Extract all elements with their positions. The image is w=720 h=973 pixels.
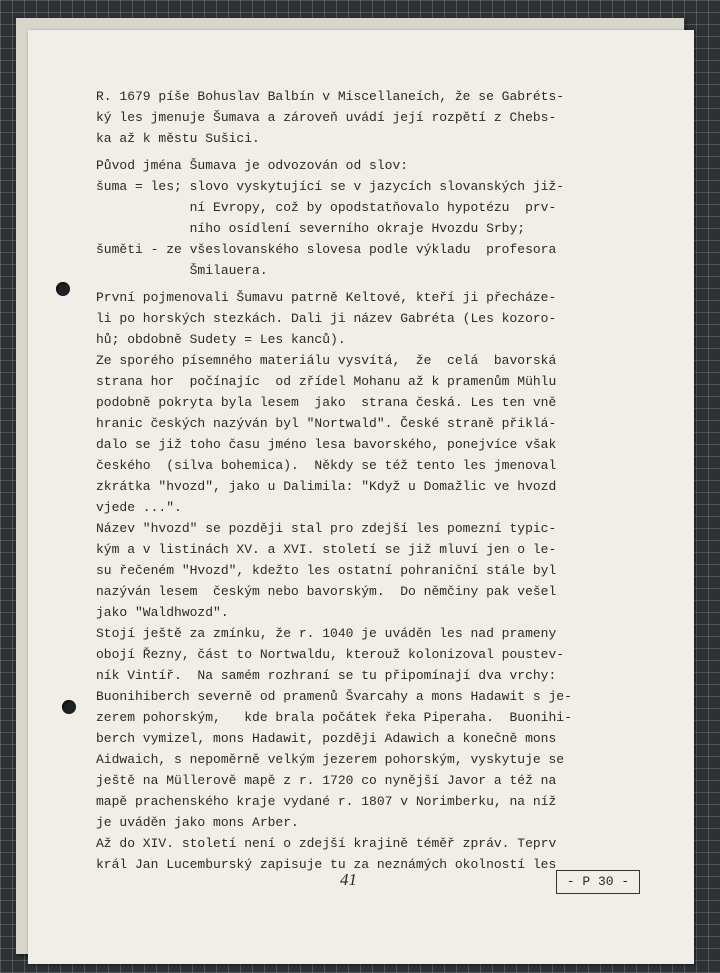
text-line: Šmilauera. [96,263,268,278]
text-line: li po horských stezkách. Dali ji název Gabréta (Les kozoro- [96,311,557,326]
text-line: jako "Waldhwozd". [96,605,229,620]
text-line: Původ jména Šumava je odvozován od slov: [96,158,409,173]
text-line: R. 1679 píše Bohuslav Balbín v Miscellaneích, že se Gabréts- [96,89,565,104]
text-line: vjede ...". [96,500,182,515]
text-line: je uváděn jako mons Arber. [96,815,299,830]
text-line: českého (silva bohemica). Někdy se též tento les jmenoval [96,458,557,473]
text-line: zkrátka "hvozd", jako u Dalimila: "Když u Domažlic ve hvozd [96,479,557,494]
text-line: Ze sporého písemného materiálu vysvítá, že celá bavorská [96,353,557,368]
text-line: hranic českých nazýván byl "Nortwald". České straně přiklá- [96,416,557,431]
text-line: berch vymizel, mons Hadawit, později Adawich a konečně mons [96,731,557,746]
text-line: nazýván lesem českým nebo bavorským. Do němčiny pak vešel [96,584,557,599]
text-line: zerem pohorským, kde brala počátek řeka Piperaha. Buonihi- [96,710,572,725]
text-line: Aidwaich, s nepoměrně velkým jezerem pohorským, vyskytuje se [96,752,565,767]
text-line: ký les jmenuje Šumava a zároveň uvádí její rozpětí z Chebs- [96,110,557,125]
paragraph [96,287,596,875]
text-line: hů; obdobně Sudety = Les kanců). [96,332,346,347]
text-line: král Jan Lucemburský zapisuje tu za neznámých okolností les [96,857,557,872]
page-number: 41 [340,870,357,889]
paragraph [96,155,596,281]
text-line: Až do XIV. století není o zdejší krajině téměř zpráv. Teprv [96,836,557,851]
text-line: Buonihiberch severně od pramenů Švarcahy a mons Hadawit s je- [96,689,572,704]
text-line: kým a v listinách XV. a XVI. století se již mluví jen o le- [96,542,557,557]
text-line: ník Vintíř. Na samém rozhraní se tu připomínají dva vrchy: [96,668,557,683]
text-line: Stojí ještě za zmínku, že r. 1040 je uváděn les nad prameny [96,626,557,641]
punch-hole-bottom [62,700,76,714]
text-line: su řečeném "Hvozd", kdežto les ostatní pohraniční stále byl [96,563,557,578]
text-line: První pojmenovali Šumavu patrně Keltové, kteří ji přecháze- [96,290,557,305]
punch-hole-top [56,282,70,296]
text-line: Název "hvozd" se později stal pro zdejší les pomezní typic- [96,521,557,536]
paragraph [96,86,596,149]
typed-text-body [96,86,596,875]
text-line: dalo se již toho času jméno lesa bavorského, ponejvíce však [96,437,557,452]
text-line: ka až k městu Sušici. [96,131,260,146]
text-line: ještě na Müllerově mapě z r. 1720 co nynější Javor a též na [96,773,557,788]
page-code-box: - P 30 - [556,870,640,894]
text-line: obojí Řezny, část to Nortwaldu, kterouž kolonizoval poustev- [96,647,565,662]
text-line: mapě prachenského kraje vydané r. 1807 v Norimberku, na níž [96,794,557,809]
text-line: šuměti - ze všeslovanského slovesa podle výkladu profesora [96,242,557,257]
text-line: ní Evropy, což by opodstatňovalo hypotézu prv- [96,200,557,215]
text-line: šuma = les; slovo vyskytující se v jazycích slovanských již- [96,179,565,194]
text-line: strana hor počínajíc od zřídel Mohanu až k pramenům Mühlu [96,374,557,389]
text-line: ního osídlení severního okraje Hvozdu Srby; [96,221,526,236]
text-line: podobně pokryta byla lesem jako strana česká. Les ten vně [96,395,557,410]
